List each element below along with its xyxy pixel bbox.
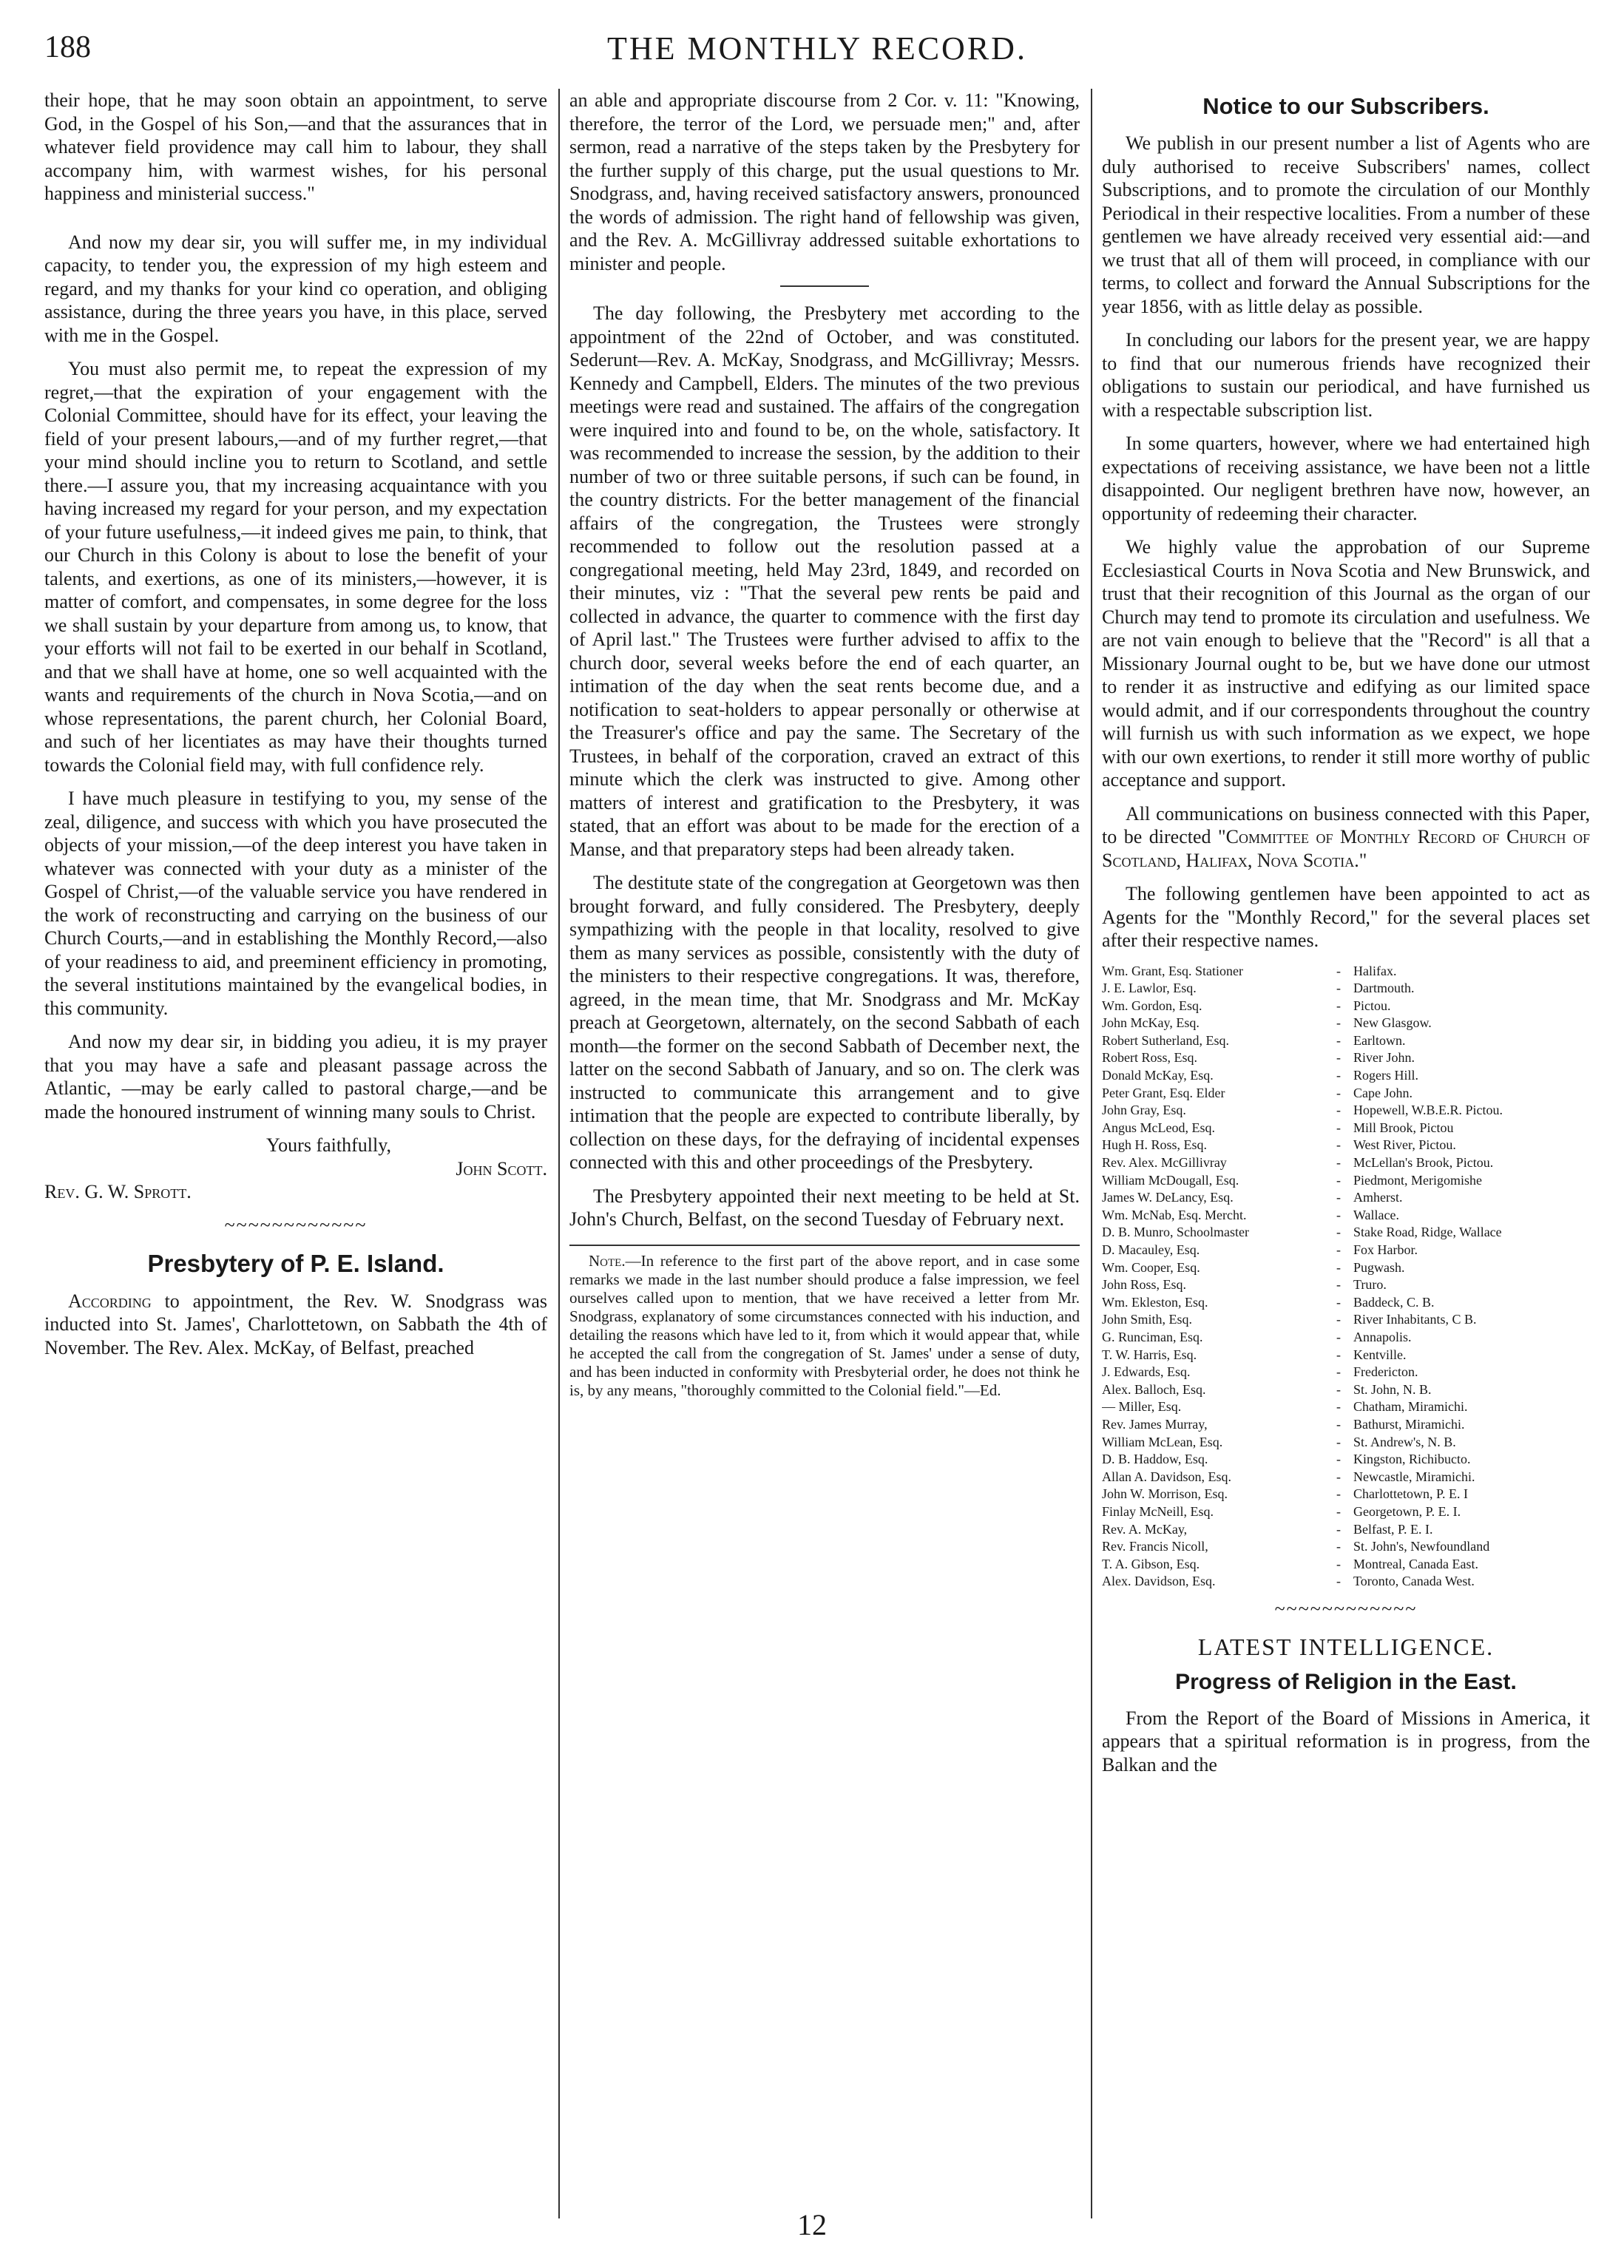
article-paragraph: to appointment, the Rev. W. Snodgrass was inducted into St. James', Charlottetown, on Sabbath the 4th of November. The Rev. Alex. McKay, of Belfast, preached [44, 1290, 547, 1358]
agent-row [1102, 1573, 1590, 1591]
agent-place: Rogers Hill. [1353, 1068, 1418, 1083]
agent-place: Pugwash. [1353, 1259, 1405, 1275]
agent-place: River John. [1353, 1050, 1415, 1066]
agent-place: St. Andrew's, N. B. [1353, 1434, 1456, 1449]
agent-row [1102, 1189, 1590, 1207]
agent-name: Wm. Cooper, Esq. [1102, 1259, 1200, 1275]
agent-row [1102, 1347, 1590, 1364]
notice-paragraph: We publish in our present number a list of Agents who are duly authorised to receive Subscribers' names, collect Subscriptions, and to promote the circulation of our Monthly Periodical in their respective localities. From a number of these gentlemen we have already received very essential aid:—and we trust that all of them will proceed, in compliance with our terms, to collect and forward the Annual Subscriptions for the year 1856, with as little delay as possible. [1102, 132, 1590, 317]
agent-row [1102, 1451, 1590, 1469]
notice-text: All communications on business connected with this Paper, to be directed " [1102, 802, 1590, 847]
letter-closing: Yours faithfully, [266, 1134, 392, 1156]
article-paragraph: The Presbytery appointed their next meeting to be held at St. John's Church, Belfast, on the second Tuesday of February next. [569, 1185, 1080, 1230]
column-1 [44, 89, 547, 1370]
agent-row [1102, 1381, 1590, 1399]
agent-place: River Inhabitants, C B. [1353, 1312, 1477, 1327]
letter-addressee: Rev. G. W. Sprott. [44, 1181, 192, 1202]
agent-name: Wm. Grant, Esq. Stationer [1102, 963, 1243, 978]
notice-paragraph: In some quarters, however, where we had entertained high expectations of receiving assistance, we have been not a little disappointed. Our negligent brethren have now, however, an opportunity of redeeming their character. [1102, 433, 1590, 524]
agent-place: Georgetown, P. E. I. [1353, 1503, 1461, 1519]
agent-dash: - [1336, 1294, 1341, 1310]
agent-place: Halifax. [1353, 963, 1397, 978]
agent-place: Bathurst, Miramichi. [1353, 1416, 1465, 1432]
agent-place: Truro. [1353, 1277, 1387, 1293]
agent-name: John W. Morrison, Esq. [1102, 1486, 1228, 1502]
agent-place: Amherst. [1353, 1190, 1403, 1205]
agent-row [1102, 1049, 1590, 1067]
agent-row [1102, 1556, 1590, 1574]
agent-place: Mill Brook, Pictou [1353, 1120, 1454, 1135]
agent-row [1102, 1259, 1590, 1277]
running-head: THE MONTHLY RECORD. [607, 30, 1027, 67]
agent-place: Earltown. [1353, 1032, 1406, 1048]
agent-place: Kingston, Richibucto. [1353, 1452, 1471, 1467]
letter-signer: John Scott. [456, 1157, 547, 1179]
agent-place: New Glasgow. [1353, 1015, 1432, 1031]
agent-name: Donald McKay, Esq. [1102, 1068, 1214, 1083]
agent-name: Robert Sutherland, Esq. [1102, 1032, 1229, 1048]
agent-row [1102, 980, 1590, 998]
agent-place: Kentville. [1353, 1347, 1407, 1362]
agent-dash: - [1336, 1015, 1341, 1031]
agent-row [1102, 963, 1590, 981]
agent-row [1102, 1015, 1590, 1032]
agent-dash: - [1336, 1347, 1341, 1362]
agent-row [1102, 1364, 1590, 1381]
notice-heading: Notice to our Subscribers. [1202, 93, 1489, 119]
page-number: 188 [44, 30, 91, 64]
agent-dash: - [1336, 1416, 1341, 1432]
agent-name: Angus McLeod, Esq. [1102, 1120, 1215, 1135]
agent-name: Hugh H. Ross, Esq. [1102, 1137, 1208, 1153]
ornamental-divider: ~~~~~~~~~~~~ [1274, 1597, 1418, 1619]
agent-dash: - [1336, 1120, 1341, 1135]
article-paragraph: The destitute state of the congregation at Georgetown was then brought forward, and fully considered. The Presbytery, deeply sympathizing with the people in that locality, resolved to give them as many services as possible, consistently with the duty of the ministers to their respective congregations. It was, therefore, agreed, in the mean time, that Mr. Snodgrass and Mr. McKay preach at Georgetown, alternately, on the second Sabbath of each month—the former on the second Sabbath of December next, the latter on the second Sabbath of January, and so on. The clerk was instructed to communicate this arrangement and to give intimation that the people are expected to contribute liberally, by collection on these days, for the defraying of incidental expenses connected with this and other proceedings of the Presbytery. [569, 872, 1080, 1173]
agent-name: Alex. Davidson, Esq. [1102, 1574, 1216, 1589]
agent-dash: - [1336, 1399, 1341, 1415]
column-rule-1 [558, 89, 560, 2218]
article-heading: Progress of Religion in the East. [1175, 1669, 1517, 1694]
agent-dash: - [1336, 1207, 1341, 1222]
paragraph-lead-word: According [68, 1290, 152, 1312]
agent-place: Stake Road, Ridge, Wallace [1353, 1225, 1502, 1240]
agent-row [1102, 1102, 1590, 1120]
agent-place: Newcastle, Miramichi. [1353, 1469, 1475, 1484]
agent-place: Dartmouth. [1353, 981, 1415, 996]
agent-dash: - [1336, 1050, 1341, 1066]
agent-row [1102, 1416, 1590, 1434]
agent-dash: - [1336, 1085, 1341, 1100]
letter-paragraph: You must also permit me, to repeat the expression of my regret,—that the expiration of your engagement with the Colonial Committee, should have for its effect, your leaving the field of your present labours,—and of my further regret,—that your mind should incline you to return to Scotland, and settle there.—I assure you, that my increasing acquaintance with you having increased my regard for your person, and my expectation of your future usefulness,—it indeed gives me pain, to think, that our Church in this Colony is about to lose the benefit of your talents, and exertions, as one of its ministers,—however, it is matter of comfort, and compensates, in some degree for the loss we shall sustain by your departure from among us, to know, that your efforts will not fail to be exerted in our behalf in Scotland, and that we shall have at home, one so well acquainted with the wants and requirements of the church in Nova Scotia,—and on whose representations, the parent church, her Colonial Board, and such of her licentiates as may have their thoughts turned towards the Colonial field may, with full confidence rely. [44, 358, 547, 776]
agent-name: Rev. James Murray, [1102, 1416, 1208, 1432]
article-paragraph: From the Report of the Board of Missions in America, it appears that a spiritual reformation is in progress, from the Balkan and the [1102, 1707, 1590, 1776]
agent-dash: - [1336, 1103, 1341, 1118]
agent-place: Belfast, P. E. I. [1353, 1521, 1433, 1537]
agent-name: John Gray, Esq. [1102, 1103, 1186, 1118]
agent-name: — Miller, Esq. [1102, 1399, 1182, 1415]
agent-row [1102, 1434, 1590, 1452]
agent-dash: - [1336, 1556, 1341, 1571]
agent-name: J. Edwards, Esq. [1102, 1364, 1191, 1380]
agent-dash: - [1336, 1155, 1341, 1171]
agent-name: Wm. Gordon, Esq. [1102, 998, 1202, 1013]
article-paragraph: an able and appropriate discourse from 2 Cor. v. 11: "Knowing, therefore, the terror of the Lord, we persuade men;" and, after sermon, read a narrative of the steps taken by the Presbytery for the further supply of this charge, put the usual questions to Mr. Snodgrass, and, having received satisfactory answers, pronounced the words of admission. The right hand of fellowship was given, and the Rev. A. McGillivray addressed suitable exhortations to minister and people. [569, 89, 1080, 274]
agent-name: D. B. Munro, Schoolmaster [1102, 1225, 1249, 1240]
letter-continuation-paragraph: their hope, that he may soon obtain an appointment, to serve God, in the Gospel of his Son,—and that the assurances that in whatever field providence may call him to labour, they shall accompany him, with warmest wishes, for his personal happiness and ministerial success." [44, 89, 547, 204]
agent-dash: - [1336, 1469, 1341, 1484]
agent-row [1102, 1503, 1590, 1521]
agent-row [1102, 1172, 1590, 1190]
agent-place: Toronto, Canada West. [1353, 1574, 1475, 1589]
agent-dash: - [1336, 963, 1341, 978]
agent-dash: - [1336, 1277, 1341, 1293]
agent-place: West River, Pictou. [1353, 1137, 1456, 1153]
agent-name: Rev. Alex. McGillivray [1102, 1155, 1227, 1171]
section-heading: Presbytery of P. E. Island. [147, 1249, 444, 1277]
agent-place: St. John's, Newfoundland [1353, 1539, 1490, 1554]
agent-dash: - [1336, 1172, 1341, 1188]
agent-row [1102, 1137, 1590, 1154]
short-rule [780, 285, 869, 287]
agent-dash: - [1336, 981, 1341, 996]
agent-place: Cape John. [1353, 1085, 1412, 1100]
signature-mark: 12 [797, 2208, 827, 2241]
agent-row [1102, 1311, 1590, 1329]
agent-dash: - [1336, 1539, 1341, 1554]
agent-place: St. John, N. B. [1353, 1381, 1432, 1397]
agent-place: Montreal, Canada East. [1353, 1556, 1478, 1571]
agent-dash: - [1336, 1521, 1341, 1537]
agent-name: John Smith, Esq. [1102, 1312, 1193, 1327]
agent-dash: - [1336, 1137, 1341, 1153]
agent-name: T. A. Gibson, Esq. [1102, 1556, 1200, 1571]
agent-dash: - [1336, 1503, 1341, 1519]
agent-name: John Ross, Esq. [1102, 1277, 1187, 1293]
agent-place: Fox Harbor. [1353, 1242, 1418, 1257]
agent-dash: - [1336, 998, 1341, 1013]
agent-row [1102, 1469, 1590, 1486]
agent-dash: - [1336, 1259, 1341, 1275]
letter-paragraph: And now my dear sir, you will suffer me, in my individual capacity, to tender you, the expression of my high esteem and regard, and my thanks for your kind co operation, and obliging assistance, during the three years you have, in this place, served with me in the Gospel. [44, 231, 547, 346]
agent-row [1102, 1120, 1590, 1137]
agent-place: Hopewell, W.B.E.R. Pictou. [1353, 1103, 1503, 1118]
agent-name: Finlay McNeill, Esq. [1102, 1503, 1214, 1519]
agent-name: J. E. Lawlor, Esq. [1102, 981, 1197, 996]
agent-dash: - [1336, 1242, 1341, 1257]
notice-address: Committee of Monthly Record of Church of Scotland, Halifax, Nova Scotia. [1102, 826, 1591, 871]
ornamental-divider: ~~~~~~~~~~~~ [224, 1213, 368, 1236]
editor-note: —In reference to the first part of the above report, and in case some remarks we made in the last number should produce a false impression, we feel ourselves called upon to mention, that we have received a letter from Mr. Snodgrass, explanatory of some circumstances connected with his induction, and detailing the reasons which have led to it, from which it would appear that, while he accepted the call from the congregation of St. James' under a sense of duty, and has been inducted in conformity with Presbyterial order, he does not think he is, by any means, "thoroughly committed to the Colonial field."—Ed. [569, 1251, 1080, 1399]
agents-table [1102, 963, 1590, 1591]
agent-dash: - [1336, 1068, 1341, 1083]
agent-name: G. Runciman, Esq. [1102, 1329, 1203, 1344]
agent-name: Peter Grant, Esq. Elder [1102, 1085, 1225, 1100]
agent-row [1102, 1032, 1590, 1050]
agent-row [1102, 1398, 1590, 1416]
agent-name: William McDougall, Esq. [1102, 1172, 1239, 1188]
notice-paragraph [1102, 802, 1590, 873]
agent-name: Allan A. Davidson, Esq. [1102, 1469, 1231, 1484]
agent-row [1102, 1538, 1590, 1556]
agent-place: Piedmont, Merigomishe [1353, 1172, 1482, 1188]
agent-name: Wm. McNab, Esq. Mercht. [1102, 1207, 1247, 1222]
agent-dash: - [1336, 1381, 1341, 1397]
agent-dash: - [1336, 1225, 1341, 1240]
letter-paragraph: I have much pleasure in testifying to you, my sense of the zeal, diligence, and success with which you have prosecuted the objects of your mission,—of the deep interest you have taken in whatever was connected with your duty as a minister of the Gospel of Christ,—of the valuable service you have rendered in the work of reconstructing and carrying on the business of our Church Courts,—and in establishing the Monthly Record,—also of your readiness to aid, and preeminent efficiency in promoting, the several institutions maintained by the evangelical bodies, in this community. [44, 788, 547, 1019]
agent-row [1102, 1486, 1590, 1503]
agent-row [1102, 1224, 1590, 1242]
notice-paragraph: The following gentlemen have been appointed to act as Agents for the "Monthly Record," for the several places set after their respective names. [1102, 883, 1590, 951]
column-rule-2 [1091, 89, 1092, 2218]
agent-name: Rev. Francis Nicoll, [1102, 1539, 1208, 1554]
agent-place: Chatham, Miramichi. [1353, 1399, 1468, 1415]
agent-row [1102, 1154, 1590, 1172]
agent-row [1102, 1067, 1590, 1085]
page-header [44, 30, 1590, 74]
notice-text-end: " [1359, 849, 1367, 871]
agent-dash: - [1336, 1190, 1341, 1205]
agent-row [1102, 1085, 1590, 1103]
agent-dash: - [1336, 1434, 1341, 1449]
agent-dash: - [1336, 1032, 1341, 1048]
agent-dash: - [1336, 1364, 1341, 1380]
agent-dash: - [1336, 1312, 1341, 1327]
agent-row [1102, 1276, 1590, 1294]
agent-name: John McKay, Esq. [1102, 1015, 1200, 1031]
agent-place: Baddeck, C. B. [1353, 1294, 1435, 1310]
agent-place: Wallace. [1353, 1207, 1400, 1222]
agent-name: D. B. Haddow, Esq. [1102, 1452, 1208, 1467]
agent-dash: - [1336, 1452, 1341, 1467]
agent-dash: - [1336, 1486, 1341, 1502]
agent-dash: - [1336, 1574, 1341, 1589]
letter-paragraph: And now my dear sir, in bidding you adieu, it is my prayer that you may have a safe and pleasant passage across the Atlantic, —may be early called to pastoral charge,—and be made the honoured instrument of winning many souls to Christ. [44, 1031, 547, 1123]
agent-name: Robert Ross, Esq. [1102, 1050, 1198, 1066]
notice-paragraph: We highly value the approbation of our Supreme Ecclesiastical Courts in Nova Scotia and New Brunswick, and trust that their recognition of this Journal as the organ of our Church may tend to promote its circulation and usefulness. We are not vain enough to believe that the "Record" is all that a Missionary Journal ought to be, but we have done our utmost to render it as instructive and edifying as our limited space would admit, and if our correspondents throughout the country will furnish us with such information as we expect, we hope with our own exertions, to render it still more worthy of public acceptance and support. [1102, 536, 1590, 791]
agent-name: Rev. A. McKay, [1102, 1521, 1188, 1537]
agent-place: Charlottetown, P. E. I [1353, 1486, 1468, 1502]
agent-name: William McLean, Esq. [1102, 1434, 1223, 1449]
section-heading: LATEST INTELLIGENCE. [1197, 1633, 1495, 1660]
agent-place: McLellan's Brook, Pictou. [1353, 1155, 1494, 1171]
agent-row [1102, 998, 1590, 1015]
column-3 [1102, 89, 1590, 1787]
article-paragraph: The day following, the Presbytery met according to the appointment of the 22nd of October, and was constituted. Sederunt—Rev. A. McKay, Snodgrass, and McGillivray; Messrs. Kennedy and Campbell, Elders. The minutes of the two previous meetings were read and sustained. The affairs of the congregation were inquired into and found to be, on the whole, satisfactory. It was recommended to increase the session, by the addition to their number of two or three suitable persons, if such can be found, in the country districts. For the better management of the financial affairs of the congregation, the Trustees were strongly recommended to follow out the resolution passed at a congregational meeting, held May 23rd, 1849, and recorded on their minutes, viz : "That the several pew rents be paid and collected in advance, the quarter to commence with the first day of April last." The Trustees were further advised to affix to the church door, several weeks before the end of each quarter, an intimation of the day when the seat rents become due, and a notification to seat-holders to appear personally or otherwise at the Treasurer's office and pay the same. The Secretary of the Trustees, in behalf of the corporation, craved an extract of this minute which the clerk was instructed to give. Among other matters of interest and gratification to the Presbytery, it was stated, that an effort was about to be made for the erection of a Manse, and that preparatory steps had been already taken. [569, 302, 1080, 860]
agent-row [1102, 1329, 1590, 1347]
notice-paragraph: In concluding our labors for the present year, we are happy to find that our numerous friends have recognized their obligations to sustain our periodical, and have furnished us with a respectable subscription list. [1102, 329, 1590, 421]
agent-place: Pictou. [1353, 998, 1391, 1013]
agent-row [1102, 1242, 1590, 1259]
agent-name: Alex. Balloch, Esq. [1102, 1381, 1206, 1397]
agent-name: Wm. Ekleston, Esq. [1102, 1294, 1208, 1310]
agent-row [1102, 1294, 1590, 1312]
agent-row [1102, 1207, 1590, 1225]
agent-place: Annapolis. [1353, 1329, 1412, 1344]
column-2 [569, 89, 1080, 1410]
agent-place: Fredericton. [1353, 1364, 1418, 1380]
agent-dash: - [1336, 1329, 1341, 1344]
agent-name: D. Macauley, Esq. [1102, 1242, 1200, 1257]
agent-name: T. W. Harris, Esq. [1102, 1347, 1197, 1362]
note-lead-word: Note. [589, 1251, 626, 1270]
agent-name: James W. DeLancy, Esq. [1102, 1190, 1234, 1205]
agent-row [1102, 1521, 1590, 1539]
